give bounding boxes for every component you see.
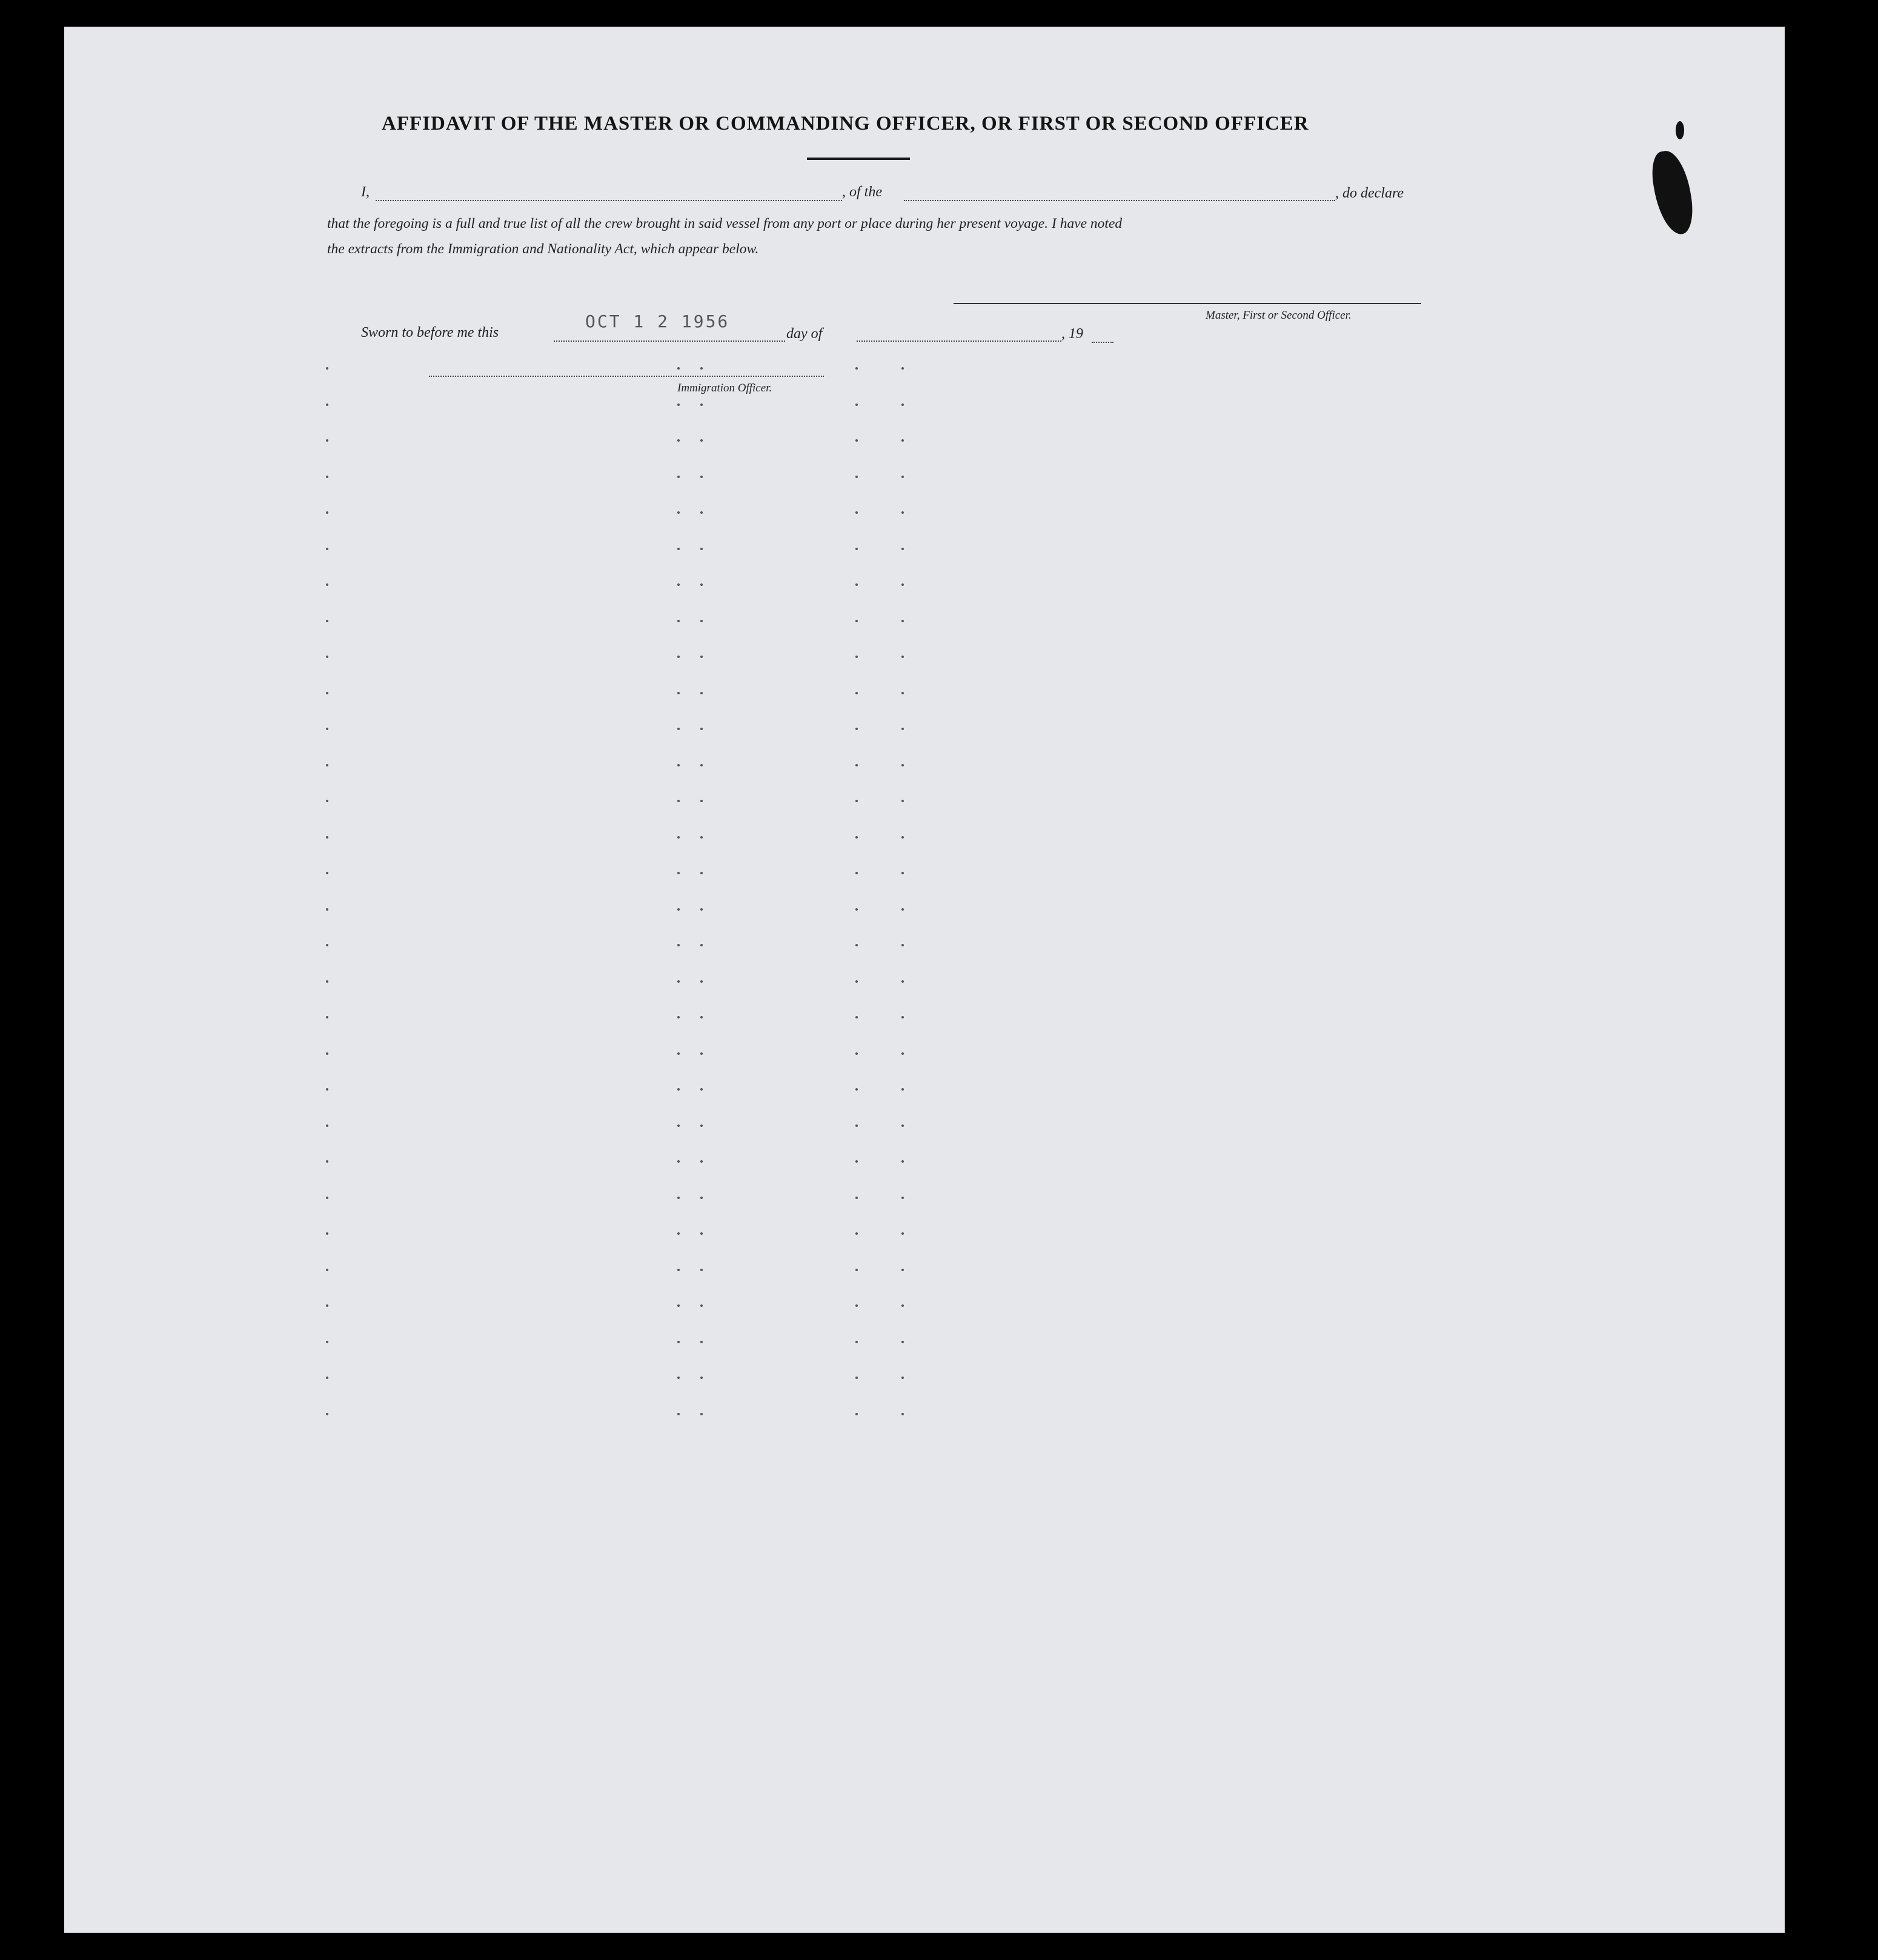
bleed-dot [677, 439, 680, 442]
bleed-dot [855, 439, 858, 442]
bleed-dot [901, 764, 904, 766]
bleed-dot [855, 1197, 858, 1199]
bleed-dot [855, 1016, 858, 1018]
bleed-dot [677, 908, 680, 911]
bleed-dot [855, 1413, 858, 1415]
sworn-year-line [1092, 342, 1113, 343]
bleed-dot [855, 367, 858, 370]
bleed-dot [855, 1232, 858, 1235]
bleed-dot [677, 367, 680, 370]
bleed-dot [700, 1088, 703, 1091]
master-signature-caption: Master, First or Second Officer. [1206, 309, 1352, 322]
bleed-dot [326, 1377, 328, 1379]
bleed-dot [700, 620, 703, 622]
bleed-dot [326, 548, 328, 550]
sworn-day-of: day of [786, 326, 823, 342]
bleed-dot [901, 656, 904, 658]
bleed-dot [677, 404, 680, 406]
bleed-dot [700, 1377, 703, 1379]
bleed-dot [901, 439, 904, 442]
bleed-dot [700, 1160, 703, 1163]
master-name-line [376, 200, 842, 201]
bleed-dot [901, 872, 904, 874]
declaration-prefix: I, [361, 184, 370, 200]
bleed-dot [677, 1197, 680, 1199]
bleed-dot [700, 583, 703, 586]
bleed-dot [855, 656, 858, 658]
bleed-dot [901, 1232, 904, 1235]
bleed-dot [700, 367, 703, 370]
declaration-of-the: , of the [842, 184, 882, 200]
bleed-dot [677, 692, 680, 694]
bleed-dot [855, 548, 858, 550]
bleed-dot [677, 1016, 680, 1018]
bleed-dot [326, 1269, 328, 1271]
bleed-dot [700, 1413, 703, 1415]
bleed-dot [901, 1197, 904, 1199]
bleed-dot [677, 836, 680, 839]
bleed-dot [700, 476, 703, 478]
bleed-dot [677, 1088, 680, 1091]
bleed-dot [326, 1052, 328, 1055]
declaration-line-2: that the foregoing is a full and true list of all the crew brought in said vessel from any port or place during her present voyage. I have noted [327, 216, 1123, 231]
bleed-dot [326, 439, 328, 442]
bleed-dot [855, 1088, 858, 1091]
bleed-dot [855, 1160, 858, 1163]
bleed-dot [901, 548, 904, 550]
bleed-dot [855, 1341, 858, 1343]
bleed-dot [326, 692, 328, 694]
officer-signature-caption: Immigration Officer. [677, 382, 772, 394]
bleed-dot [677, 872, 680, 874]
bleed-dot [901, 1377, 904, 1379]
document-page [64, 27, 1785, 1933]
bleed-dot [700, 1052, 703, 1055]
bleed-dot [700, 908, 703, 911]
bleed-dot [700, 511, 703, 514]
affidavit-title: AFFIDAVIT OF THE MASTER OR COMMANDING OFFICER, OR FIRST OR SECOND OFFICER [382, 113, 1309, 135]
bleed-dot [677, 620, 680, 622]
bleed-dot [700, 1304, 703, 1307]
bleed-dot [677, 944, 680, 946]
officer-signature-line [429, 376, 824, 377]
bleed-dot [677, 1052, 680, 1055]
bleed-dot [677, 1304, 680, 1307]
bleed-dot [901, 583, 904, 586]
sworn-date-line [554, 341, 785, 342]
bleed-dot [901, 1052, 904, 1055]
vessel-name-line [904, 200, 1335, 201]
bleed-dot [326, 1341, 328, 1343]
bleed-dot [677, 800, 680, 802]
bleed-dot [855, 692, 858, 694]
bleed-dot [901, 1160, 904, 1163]
bleed-dot [901, 1341, 904, 1343]
bleed-dot [677, 1413, 680, 1415]
bleed-dot [326, 1088, 328, 1091]
bleed-dot [855, 764, 858, 766]
bleed-dot [326, 1304, 328, 1307]
sworn-year-prefix: , 19 [1061, 326, 1083, 342]
bleed-dot [855, 620, 858, 622]
bleed-dot [855, 1269, 858, 1271]
bleed-dot [855, 1125, 858, 1127]
bleed-dot [700, 836, 703, 839]
bleed-dot [855, 476, 858, 478]
ink-blot [1676, 121, 1684, 139]
bleed-dot [677, 728, 680, 730]
bleed-dot [855, 728, 858, 730]
bleed-dot [677, 1341, 680, 1343]
sworn-month-line [857, 341, 1061, 342]
bleed-dot [326, 872, 328, 874]
bleed-dot [677, 548, 680, 550]
bleed-dot [901, 620, 904, 622]
bleed-dot [700, 944, 703, 946]
bleed-dot [901, 800, 904, 802]
bleed-dot [326, 836, 328, 839]
bleed-dot [700, 1197, 703, 1199]
bleed-dot [901, 692, 904, 694]
bleed-dot [677, 656, 680, 658]
bleed-dot [700, 548, 703, 550]
bleed-dot [855, 583, 858, 586]
bleed-dot [326, 980, 328, 983]
bleed-dot [326, 1232, 328, 1235]
bleed-dot [700, 728, 703, 730]
bleed-dot [700, 1341, 703, 1343]
bleed-dot [901, 980, 904, 983]
bleed-dot [677, 1232, 680, 1235]
bleed-dot [901, 908, 904, 911]
bleed-dot [700, 404, 703, 406]
bleed-dot [700, 1269, 703, 1271]
bleed-dot [855, 908, 858, 911]
bleed-dot [700, 1016, 703, 1018]
bleed-dot [326, 367, 328, 370]
bleed-dot [901, 1413, 904, 1415]
bleed-dot [901, 476, 904, 478]
bleed-dot [901, 1304, 904, 1307]
bleed-dot [326, 944, 328, 946]
bleed-dot [326, 620, 328, 622]
bleed-dot [326, 1125, 328, 1127]
master-signature-line [954, 303, 1421, 304]
bleed-dot [326, 404, 328, 406]
bleed-dot [677, 1269, 680, 1271]
bleed-dot [677, 1377, 680, 1379]
date-stamp: OCT 1 2 1956 [585, 311, 730, 331]
bleed-dot [677, 764, 680, 766]
title-divider [807, 158, 910, 160]
bleed-dot [901, 836, 904, 839]
bleed-dot [855, 1052, 858, 1055]
bleed-dot [901, 367, 904, 370]
bleed-dot [677, 980, 680, 983]
bleed-dot [326, 764, 328, 766]
bleed-dot [677, 476, 680, 478]
bleed-dot [901, 1125, 904, 1127]
bleed-dot [326, 583, 328, 586]
bleed-dot [700, 1125, 703, 1127]
bleed-dot [326, 1413, 328, 1415]
bleed-dot [700, 764, 703, 766]
bleed-dot [677, 1160, 680, 1163]
bleed-dot [901, 511, 904, 514]
declaration-do-declare: , do declare [1335, 185, 1404, 201]
bleed-dot [677, 511, 680, 514]
bleed-dot [700, 872, 703, 874]
bleed-dot [855, 800, 858, 802]
bleed-dot [700, 1232, 703, 1235]
bleed-dot [901, 1016, 904, 1018]
bleed-dot [326, 1160, 328, 1163]
bleed-dot [700, 656, 703, 658]
bleed-dot [855, 1377, 858, 1379]
bleed-dot [901, 404, 904, 406]
bleed-dot [855, 404, 858, 406]
bleed-dot [855, 836, 858, 839]
declaration-line-3: the extracts from the Immigration and Nationality Act, which appear below. [327, 241, 759, 257]
bleed-dot [855, 980, 858, 983]
bleed-dot [700, 439, 703, 442]
bleed-dot [700, 800, 703, 802]
bleed-dot [326, 1016, 328, 1018]
bleed-dot [326, 728, 328, 730]
bleed-dot [855, 511, 858, 514]
bleed-dot [326, 800, 328, 802]
bleed-dot [901, 1269, 904, 1271]
bleed-dot [326, 476, 328, 478]
bleed-dot [700, 692, 703, 694]
bleed-dot [326, 511, 328, 514]
bleed-dot [901, 1088, 904, 1091]
bleed-dot [855, 872, 858, 874]
bleed-dot [677, 583, 680, 586]
bleed-dot [855, 944, 858, 946]
bleed-dot [855, 1304, 858, 1307]
bleed-dot [326, 908, 328, 911]
sworn-text: Sworn to before me this [361, 325, 499, 341]
bleed-dot [326, 656, 328, 658]
bleed-dot [677, 1125, 680, 1127]
bleed-dot [700, 980, 703, 983]
bleed-dot [326, 1197, 328, 1199]
bleed-dot [901, 728, 904, 730]
bleed-dot [901, 944, 904, 946]
